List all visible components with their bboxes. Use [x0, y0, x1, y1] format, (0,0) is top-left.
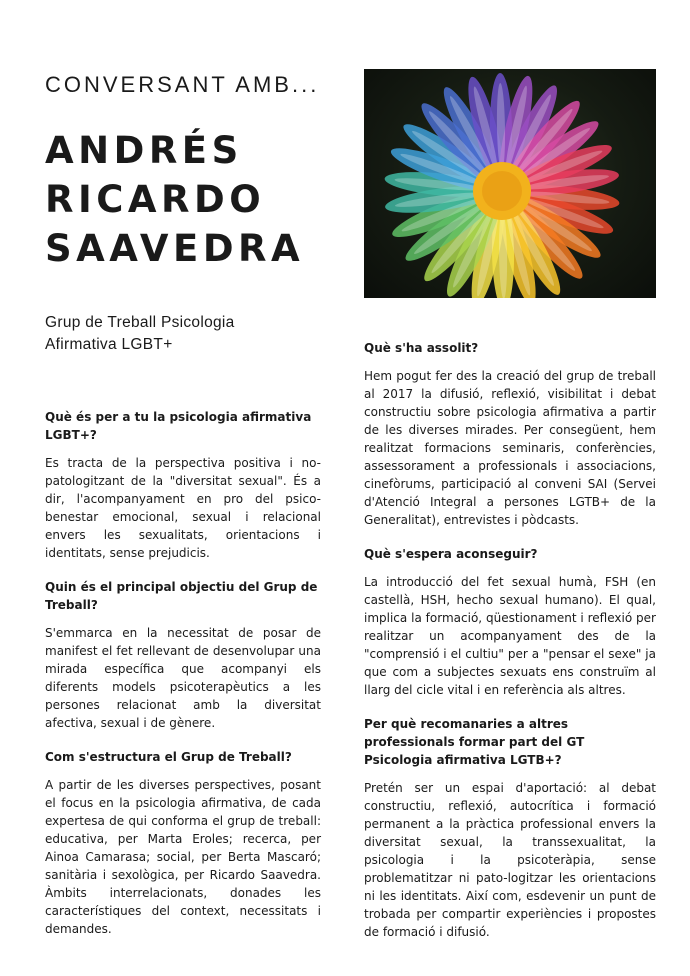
answer: Es tracta de la perspectiva positiva i no-patologitzant de la "diversitat sexual". És a dir, l'acompanyament en pro del psico-benestar emocional, sexual i relacional envers les sexualitats, orientacions i identitats, sense prejudicis.	[45, 456, 321, 560]
left-column	[45, 408, 321, 954]
question: Com s'estructura el Grup de Treball?	[45, 750, 292, 764]
answer: Pretén ser un espai d'aportació: al debat constructiu, reflexió, autocrítica i formació permanent a la pràctica professional envers la diversitat sexual, la transsexualitat, la psicologia i la psicoteràpia, sense problematitzar ni pato-logitzar les orientacions ni les identitats. Així com, esdevenir un punt de trobada per compartir experiències i propostes de formació i difusió.	[364, 781, 656, 939]
right-column	[364, 339, 656, 957]
name-line: SAAVEDRA	[45, 227, 305, 270]
name-line: RICARDO	[45, 178, 266, 221]
question: Per què recomanaries a altres professionals formar part del GT Psicologia afirmativa LGTB+?	[364, 717, 585, 767]
flower-center-inner	[482, 171, 522, 211]
answer: Hem pogut fer des la creació del grup de treball al 2017 la difusió, reflexió, visibilitat i debat constructiu sobre psicologia afirmativa a partir de les diverses mirades. Per consegüent, hem realitzat formacions seminaris, conferències, assessorament a professionals i associacions, cinefòrums, participació al conveni SAI (Servei d'Atenció Integral a persones LGTB+ de la Generalitat), entrevistes i pòdcasts.	[364, 369, 656, 527]
interviewee-name	[45, 126, 304, 273]
question: Què s'ha assolit?	[364, 341, 479, 355]
subtitle-line: Grup de Treball Psicologia	[45, 314, 235, 331]
answer: A partir de les diverses perspectives, posant el focus en la psicologia afirmativa, de cada expertesa de qui conforma el grup de treball: educativa, per Marta Eroles; recerca, per Ainoa Camarasa; social, per Berta Mascaró; sanitària i sexològica, per Ricardo Saavedra. Àmbits interrelacionats, donades les característiques del context, necessitats i demandes.	[45, 778, 321, 936]
group-subtitle	[45, 312, 315, 356]
question: Quin és el principal objectiu del Grup de Treball?	[45, 580, 318, 612]
answer: La introducció del fet sexual humà, FSH (en castellà, HSH, hecho sexual humano). El qual, implica la formació, qüestionament i reflexió per realitzar un acompanyament des de la "comprensió i el cultiu" per a "pensar el sexe" ja que com a subjectes sexuats ens construïm al llarg del cicle vital i en referència als altres.	[364, 575, 656, 697]
answer: S'emmarca en la necessitat de posar de manifest el fet rellevant de desenvolupar una mirada específica que acompanyi els diferents models psicoterapèutics a les persones relacionat amb la diversitat afectiva, sexual i de gènere.	[45, 626, 321, 730]
question: Què és per a tu la psicologia afirmativa LGBT+?	[45, 410, 312, 442]
question: Què s'espera aconseguir?	[364, 547, 538, 561]
subtitle-line: Afirmativa LGBT+	[45, 336, 173, 353]
name-line: ANDRÉS	[45, 129, 243, 172]
rainbow-flower-photo	[364, 69, 656, 298]
section-kicker: CONVERSANT AMB...	[45, 72, 320, 97]
rainbow-daisy-flower-icon	[364, 69, 656, 298]
